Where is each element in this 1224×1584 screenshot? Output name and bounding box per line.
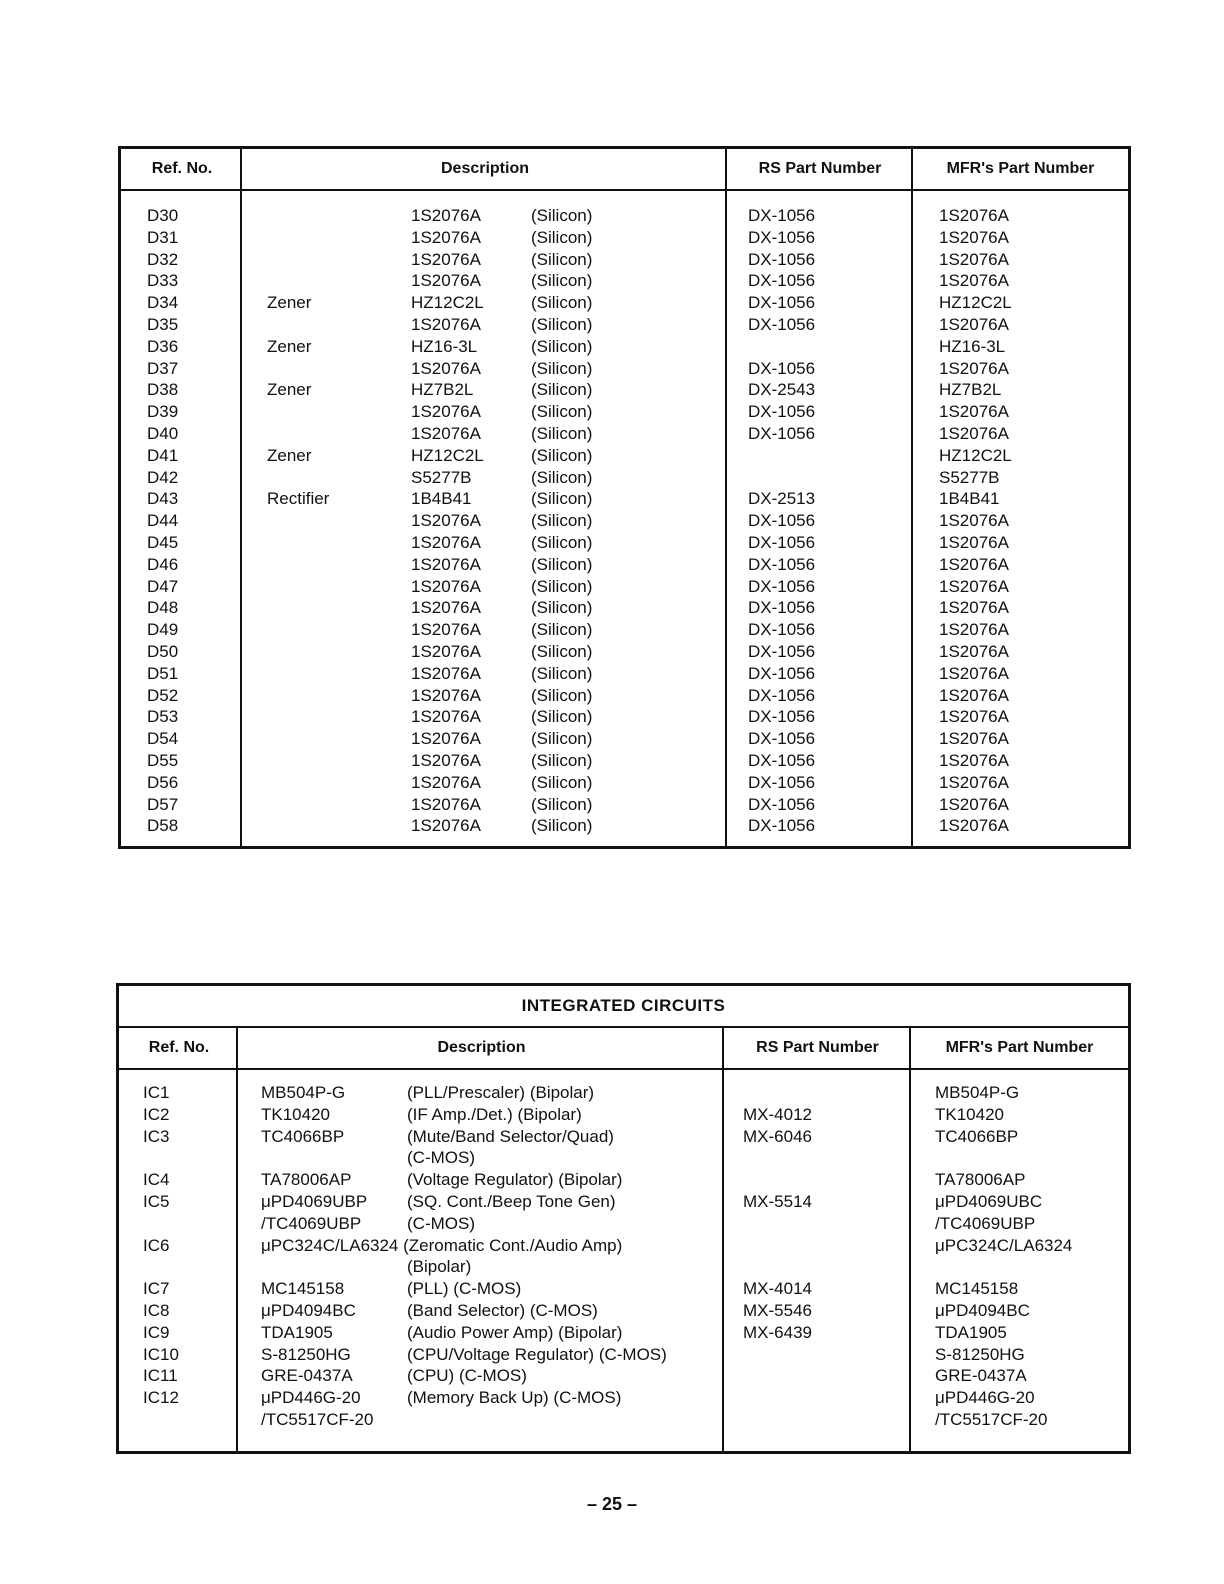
part-model-cell: 1S2076A xyxy=(411,511,481,531)
mfr-part-number-cell: 1S2076A xyxy=(939,271,1009,291)
ref-no-cell: D30 xyxy=(147,206,179,225)
table-row xyxy=(119,1191,1128,1213)
part-model-cell: 1S2076A xyxy=(411,424,481,443)
ref-no-cell: IC3 xyxy=(143,1126,170,1146)
mfr-part-number-cell: 1S2076A xyxy=(939,620,1009,640)
rs-part-number-cell: DX-1056 xyxy=(748,816,816,836)
table-row xyxy=(119,1256,1128,1278)
ref-no-cell: D42 xyxy=(147,467,179,487)
mfr-part-number-cell: HZ16-3L xyxy=(939,336,1006,356)
table-row xyxy=(121,706,1128,728)
mfr-part-number-cell: HZ7B2L xyxy=(939,380,1002,400)
part-model-cell: 1S2076A xyxy=(411,685,481,705)
description-cell: (Voltage Regulator) (Bipolar) xyxy=(407,1170,623,1190)
ref-no-cell: D38 xyxy=(147,380,179,400)
table-row xyxy=(121,227,1128,249)
rs-part-number-cell: MX-6439 xyxy=(743,1322,812,1342)
table-row xyxy=(119,1169,1128,1191)
table-row xyxy=(119,1235,1128,1257)
part-model-cell: 1S2076A xyxy=(411,206,481,225)
rs-part-number-cell: DX-1056 xyxy=(748,293,816,313)
mfr-part-number-cell: 1S2076A xyxy=(939,729,1009,749)
ref-no-cell: IC9 xyxy=(143,1322,170,1342)
material-cell: (Silicon) xyxy=(531,794,593,814)
rs-part-number-cell: DX-1056 xyxy=(748,663,816,683)
table-row xyxy=(121,750,1128,772)
ref-no-cell: IC7 xyxy=(143,1279,170,1299)
header-rs-part-number: RS Part Number xyxy=(758,160,882,177)
rs-part-number-cell: DX-1056 xyxy=(748,206,816,225)
rs-part-number-cell: DX-1056 xyxy=(748,227,816,247)
part-model-cell: 1S2076A xyxy=(411,227,481,247)
ref-no-cell: D35 xyxy=(147,315,179,334)
rs-part-number-cell: DX-1056 xyxy=(748,315,816,334)
ref-no-cell: D57 xyxy=(147,794,179,814)
ic-table-title: INTEGRATED CIRCUITS xyxy=(119,986,1128,1028)
ref-no-cell: D32 xyxy=(147,249,179,269)
header-ref-no: Ref. No. xyxy=(148,1039,210,1056)
part-model-cell: μPC324C/LA6324 (Zeromatic Cont./Audio Amp) xyxy=(261,1235,623,1255)
ref-no-cell: IC1 xyxy=(143,1083,170,1102)
part-model-cell: 1S2076A xyxy=(411,707,481,727)
mfr-part-number-cell: S5277B xyxy=(939,467,1000,487)
material-cell: (Silicon) xyxy=(531,620,593,640)
rs-part-number-cell: DX-1056 xyxy=(748,249,816,269)
part-model-cell: 1S2076A xyxy=(411,315,481,334)
table-row xyxy=(119,1365,1128,1387)
material-cell: (Silicon) xyxy=(531,445,593,465)
part-model-cell: S-81250HG xyxy=(261,1344,351,1364)
rs-part-number-cell: DX-1056 xyxy=(748,533,816,552)
material-cell: (Silicon) xyxy=(531,293,593,313)
table-row xyxy=(119,1213,1128,1235)
table-row xyxy=(121,815,1128,837)
part-model-cell: 1S2076A xyxy=(411,249,481,269)
mfr-part-number-cell: GRE-0437A xyxy=(935,1366,1027,1386)
table-row xyxy=(121,794,1128,816)
table-row xyxy=(121,532,1128,554)
ref-no-cell: D37 xyxy=(147,358,179,378)
table-row xyxy=(119,1147,1128,1169)
description-cell: (C-MOS) xyxy=(407,1213,475,1233)
rs-part-number-cell: MX-4014 xyxy=(743,1279,812,1299)
table-row xyxy=(121,597,1128,619)
rs-part-number-cell: DX-1056 xyxy=(748,576,816,596)
table-row xyxy=(121,488,1128,510)
table-row xyxy=(119,1409,1128,1431)
diode-type-cell: Rectifier xyxy=(267,489,330,509)
material-cell: (Silicon) xyxy=(531,663,593,683)
table-row xyxy=(121,467,1128,489)
part-model-cell: /TC5517CF-20 xyxy=(261,1410,374,1429)
header-description: Description xyxy=(440,160,529,177)
material-cell: (Silicon) xyxy=(531,206,593,225)
mfr-part-number-cell: MB504P-G xyxy=(935,1083,1020,1102)
ref-no-cell: D36 xyxy=(147,336,179,356)
rs-part-number-cell: DX-2513 xyxy=(748,489,816,509)
mfr-part-number-cell: μPD446G-20 xyxy=(935,1388,1035,1408)
part-model-cell: 1S2076A xyxy=(411,751,481,770)
rs-part-number-cell: DX-1056 xyxy=(748,642,816,661)
material-cell: (Silicon) xyxy=(531,576,593,596)
material-cell: (Silicon) xyxy=(531,424,593,443)
table-row xyxy=(121,554,1128,576)
part-model-cell: TDA1905 xyxy=(261,1322,333,1342)
part-model-cell: MB504P-G xyxy=(261,1083,346,1102)
part-model-cell: μPD4069UBP xyxy=(261,1192,368,1211)
mfr-part-number-cell: 1S2076A xyxy=(939,707,1009,727)
rs-part-number-cell: MX-5514 xyxy=(743,1192,812,1211)
mfr-part-number-cell: 1S2076A xyxy=(939,642,1009,661)
material-cell: (Silicon) xyxy=(531,751,593,770)
diode-type-cell: Zener xyxy=(267,336,312,356)
mfr-part-number-cell: 1S2076A xyxy=(939,685,1009,705)
part-model-cell: 1S2076A xyxy=(411,402,481,422)
table-row xyxy=(119,1126,1128,1148)
description-cell: (PLL) (C-MOS) xyxy=(407,1279,522,1299)
part-model-cell: 1S2076A xyxy=(411,620,481,640)
header-rs-part-number: RS Part Number xyxy=(756,1039,879,1056)
part-model-cell: 1S2076A xyxy=(411,729,481,749)
table-row xyxy=(121,292,1128,314)
material-cell: (Silicon) xyxy=(531,380,593,400)
table-row xyxy=(119,1322,1128,1344)
description-cell: (CPU) (C-MOS) xyxy=(407,1366,527,1386)
material-cell: (Silicon) xyxy=(531,467,593,487)
material-cell: (Silicon) xyxy=(531,642,593,661)
table-row xyxy=(121,379,1128,401)
table-row xyxy=(119,1344,1128,1366)
part-model-cell: TA78006AP xyxy=(261,1170,352,1190)
header-ref-no: Ref. No. xyxy=(151,160,213,177)
part-model-cell: HZ12C2L xyxy=(411,445,484,465)
mfr-part-number-cell: TA78006AP xyxy=(935,1170,1026,1190)
part-model-cell: 1S2076A xyxy=(411,663,481,683)
rs-part-number-cell: MX-4012 xyxy=(743,1104,812,1124)
rs-part-number-cell: DX-1056 xyxy=(748,424,816,443)
part-model-cell: TK10420 xyxy=(261,1104,330,1124)
description-cell: (Band Selector) (C-MOS) xyxy=(407,1301,598,1320)
ref-no-cell: D45 xyxy=(147,533,179,552)
rs-part-number-cell: DX-1056 xyxy=(748,402,816,422)
mfr-part-number-cell: S-81250HG xyxy=(935,1344,1025,1364)
part-model-cell: 1S2076A xyxy=(411,533,481,552)
material-cell: (Silicon) xyxy=(531,729,593,749)
header-description: Description xyxy=(437,1039,526,1056)
part-model-cell: 1S2076A xyxy=(411,271,481,291)
table-row xyxy=(121,663,1128,685)
mfr-part-number-cell: 1S2076A xyxy=(939,576,1009,596)
material-cell: (Silicon) xyxy=(531,511,593,531)
part-model-cell: MC145158 xyxy=(261,1279,345,1299)
rs-part-number-cell: DX-1056 xyxy=(748,620,816,640)
diodes-table xyxy=(118,146,1131,849)
mfr-part-number-cell: 1S2076A xyxy=(939,227,1009,247)
part-model-cell: 1S2076A xyxy=(411,816,481,836)
description-cell: (Audio Power Amp) (Bipolar) xyxy=(407,1322,623,1342)
rs-part-number-cell: DX-1056 xyxy=(748,729,816,749)
ref-no-cell: D56 xyxy=(147,772,179,792)
mfr-part-number-cell: 1S2076A xyxy=(939,554,1009,574)
ref-no-cell: D50 xyxy=(147,642,179,661)
description-cell: (C-MOS) xyxy=(407,1148,475,1168)
table-row xyxy=(119,1278,1128,1300)
mfr-part-number-cell: MC145158 xyxy=(935,1279,1019,1299)
page-number: – 25 – xyxy=(586,1494,638,1514)
rs-part-number-cell: DX-2543 xyxy=(748,380,816,400)
table-row xyxy=(119,1104,1128,1126)
mfr-part-number-cell: 1B4B41 xyxy=(939,489,1000,509)
table-row xyxy=(121,270,1128,292)
material-cell: (Silicon) xyxy=(531,336,593,356)
diode-type-cell: Zener xyxy=(267,445,312,465)
material-cell: (Silicon) xyxy=(531,315,593,334)
ref-no-cell: D31 xyxy=(147,227,179,247)
material-cell: (Silicon) xyxy=(531,816,593,836)
material-cell: (Silicon) xyxy=(531,598,593,618)
ref-no-cell: D51 xyxy=(147,663,179,683)
part-model-cell: μPD4094BC xyxy=(261,1301,356,1320)
table-row xyxy=(121,576,1128,598)
table-row xyxy=(121,423,1128,445)
material-cell: (Silicon) xyxy=(531,707,593,727)
ref-no-cell: D34 xyxy=(147,293,179,313)
rs-part-number-cell: DX-1056 xyxy=(748,707,816,727)
mfr-part-number-cell: 1S2076A xyxy=(939,663,1009,683)
ref-no-cell: D40 xyxy=(147,424,179,443)
ref-no-cell: IC6 xyxy=(143,1235,170,1255)
table-row xyxy=(121,205,1128,227)
mfr-part-number-cell: HZ12C2L xyxy=(939,445,1012,465)
table-row xyxy=(121,641,1128,663)
mfr-part-number-cell: 1S2076A xyxy=(939,751,1009,770)
description-cell: (SQ. Cont./Beep Tone Gen) xyxy=(407,1192,616,1211)
part-model-cell: μPD446G-20 xyxy=(261,1388,361,1408)
part-model-cell: 1S2076A xyxy=(411,358,481,378)
ref-no-cell: D49 xyxy=(147,620,179,640)
ref-no-cell: IC12 xyxy=(143,1388,179,1408)
mfr-part-number-cell: /TC4069UBP xyxy=(935,1213,1036,1233)
rs-part-number-cell: DX-1056 xyxy=(748,598,816,618)
mfr-part-number-cell: 1S2076A xyxy=(939,511,1009,531)
mfr-part-number-cell: TDA1905 xyxy=(935,1322,1007,1342)
material-cell: (Silicon) xyxy=(531,271,593,291)
part-model-cell: TC4066BP xyxy=(261,1126,345,1146)
ref-no-cell: D55 xyxy=(147,751,179,770)
description-cell: (PLL/Prescaler) (Bipolar) xyxy=(407,1083,595,1102)
material-cell: (Silicon) xyxy=(531,358,593,378)
ic-table xyxy=(116,983,1131,1454)
table-row xyxy=(121,619,1128,641)
ref-no-cell: D44 xyxy=(147,511,179,531)
part-model-cell: GRE-0437A xyxy=(261,1366,353,1386)
ref-no-cell: D33 xyxy=(147,271,179,291)
table-row xyxy=(121,358,1128,380)
header-mfr-part-number: MFR's Part Number xyxy=(945,1039,1094,1056)
header-mfr-part-number: MFR's Part Number xyxy=(946,160,1095,177)
mfr-part-number-cell: 1S2076A xyxy=(939,794,1009,814)
mfr-part-number-cell: 1S2076A xyxy=(939,424,1009,443)
part-model-cell: 1S2076A xyxy=(411,598,481,618)
mfr-part-number-cell: 1S2076A xyxy=(939,206,1009,225)
part-model-cell: /TC4069UBP xyxy=(261,1213,362,1233)
table-row xyxy=(121,401,1128,423)
ref-no-cell: D53 xyxy=(147,707,179,727)
rs-part-number-cell: DX-1056 xyxy=(748,358,816,378)
rs-part-number-cell: DX-1056 xyxy=(748,554,816,574)
ref-no-cell: D54 xyxy=(147,729,179,749)
description-cell: (Memory Back Up) (C-MOS) xyxy=(407,1388,622,1408)
material-cell: (Silicon) xyxy=(531,249,593,269)
rs-part-number-cell: DX-1056 xyxy=(748,772,816,792)
mfr-part-number-cell: 1S2076A xyxy=(939,533,1009,552)
part-model-cell: HZ12C2L xyxy=(411,293,484,313)
description-cell: (Mute/Band Selector/Quad) xyxy=(407,1126,614,1146)
mfr-part-number-cell: μPD4094BC xyxy=(935,1301,1030,1320)
material-cell: (Silicon) xyxy=(531,227,593,247)
rs-part-number-cell: DX-1056 xyxy=(748,685,816,705)
table-row xyxy=(121,314,1128,336)
mfr-part-number-cell: TK10420 xyxy=(935,1104,1004,1124)
mfr-part-number-cell: HZ12C2L xyxy=(939,293,1012,313)
ref-no-cell: D39 xyxy=(147,402,179,422)
description-cell: (Bipolar) xyxy=(407,1257,472,1277)
mfr-part-number-cell: 1S2076A xyxy=(939,598,1009,618)
ic-table-header xyxy=(119,1028,1128,1070)
mfr-part-number-cell: μPC324C/LA6324 xyxy=(935,1235,1073,1255)
table-row xyxy=(121,445,1128,467)
material-cell: (Silicon) xyxy=(531,533,593,552)
description-cell: (CPU/Voltage Regulator) (C-MOS) xyxy=(407,1344,667,1364)
ref-no-cell: D52 xyxy=(147,685,179,705)
ref-no-cell: IC8 xyxy=(143,1301,170,1320)
ref-no-cell: D58 xyxy=(147,816,179,836)
material-cell: (Silicon) xyxy=(531,402,593,422)
table-row xyxy=(121,772,1128,794)
mfr-part-number-cell: μPD4069UBC xyxy=(935,1192,1043,1211)
mfr-part-number-cell: 1S2076A xyxy=(939,402,1009,422)
material-cell: (Silicon) xyxy=(531,772,593,792)
ref-no-cell: D43 xyxy=(147,489,179,509)
ref-no-cell: D48 xyxy=(147,598,179,618)
part-model-cell: 1S2076A xyxy=(411,794,481,814)
ref-no-cell: D46 xyxy=(147,554,179,574)
diode-type-cell: Zener xyxy=(267,380,312,400)
table-row xyxy=(121,728,1128,750)
part-model-cell: 1S2076A xyxy=(411,642,481,661)
rs-part-number-cell: DX-1056 xyxy=(748,271,816,291)
diode-type-cell: Zener xyxy=(267,293,312,313)
mfr-part-number-cell: 1S2076A xyxy=(939,772,1009,792)
diodes-table-header xyxy=(121,149,1128,191)
mfr-part-number-cell: TC4066BP xyxy=(935,1126,1019,1146)
rs-part-number-cell: MX-5546 xyxy=(743,1301,812,1320)
ref-no-cell: IC4 xyxy=(143,1170,170,1190)
mfr-part-number-cell: 1S2076A xyxy=(939,358,1009,378)
mfr-part-number-cell: 1S2076A xyxy=(939,315,1009,334)
part-model-cell: S5277B xyxy=(411,467,472,487)
ref-no-cell: IC11 xyxy=(143,1366,178,1386)
ref-no-cell: D41 xyxy=(147,445,179,465)
mfr-part-number-cell: /TC5517CF-20 xyxy=(935,1410,1048,1429)
ref-no-cell: IC10 xyxy=(143,1344,179,1364)
material-cell: (Silicon) xyxy=(531,554,593,574)
table-row xyxy=(119,1300,1128,1322)
table-row xyxy=(121,249,1128,271)
table-row xyxy=(121,685,1128,707)
part-model-cell: 1S2076A xyxy=(411,554,481,574)
rs-part-number-cell: DX-1056 xyxy=(748,751,816,770)
ref-no-cell: IC5 xyxy=(143,1192,170,1211)
ref-no-cell: D47 xyxy=(147,576,179,596)
material-cell: (Silicon) xyxy=(531,685,593,705)
table-row xyxy=(121,510,1128,532)
mfr-part-number-cell: 1S2076A xyxy=(939,249,1009,269)
ref-no-cell: IC2 xyxy=(143,1104,170,1124)
rs-part-number-cell: DX-1056 xyxy=(748,511,816,531)
table-row xyxy=(119,1387,1128,1409)
material-cell: (Silicon) xyxy=(531,489,593,509)
mfr-part-number-cell: 1S2076A xyxy=(939,816,1009,836)
table-row xyxy=(119,1082,1128,1104)
part-model-cell: 1S2076A xyxy=(411,576,481,596)
rs-part-number-cell: DX-1056 xyxy=(748,794,816,814)
table-row xyxy=(121,336,1128,358)
part-model-cell: HZ16-3L xyxy=(411,336,478,356)
description-cell: (IF Amp./Det.) (Bipolar) xyxy=(407,1104,582,1124)
rs-part-number-cell: MX-6046 xyxy=(743,1126,812,1146)
part-model-cell: 1S2076A xyxy=(411,772,481,792)
part-model-cell: 1B4B41 xyxy=(411,489,472,509)
part-model-cell: HZ7B2L xyxy=(411,380,474,400)
